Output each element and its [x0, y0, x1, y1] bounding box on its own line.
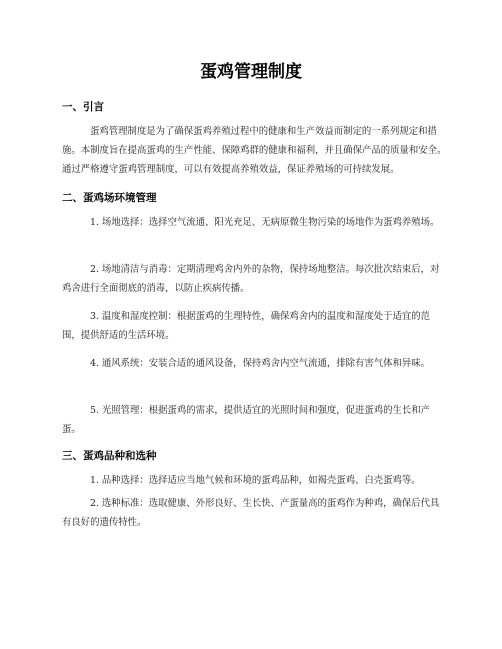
section-heading-intro: 一、引言: [62, 101, 104, 113]
section-heading-breeds: 三、蛋鸡品种和选种: [62, 450, 157, 462]
paragraph-intro: 蛋鸡管理制度是为了确保蛋鸡养殖过程中的健康和生产效益而制定的一系列规定和措施。本制度旨在提高蛋鸡的生产性能、保障鸡群的健康和福利，并且确保产品的质量和安全。通过严格遵守蛋鸡管理制度，可以有效提高养殖效益，保证养殖场的可持续发展。: [62, 126, 447, 175]
document-title: 蛋鸡管理制度: [200, 62, 302, 82]
paragraph-temperature-humidity: 3. 温度和湿度控制：根据蛋鸡的生理特性，确保鸡舍内的温度和湿度处于适宜的范围，提供舒适的生活环境。: [62, 311, 431, 341]
paragraph-lighting: 5. 光照管理：根据蛋鸡的需求，提供适宜的光照时间和强度，促进蛋鸡的生长和产蛋。: [62, 405, 431, 435]
paragraph-ventilation: 4. 通风系统：安装合适的通风设备，保持鸡舍内空气流通，排除有害气体和异味。: [90, 358, 431, 369]
section-heading-environment: 二、蛋鸡场环境管理: [62, 192, 157, 204]
paragraph-selection-criteria: 2. 选种标准：选取健康、外形良好、生长快、产蛋量高的蛋鸡作为种鸡，确保后代具有良好的遗传特性。: [62, 498, 440, 528]
paragraph-cleaning-disinfection: 2. 场地清洁与消毒：定期清理鸡舍内外的杂物，保持场地整洁。每次批次结束后，对鸡舍进行全面彻底的消毒，以防止疾病传播。: [62, 264, 440, 294]
paragraph-site-selection: 1. 场地选择：选择空气流通、阳光充足、无病原微生物污染的场地作为蛋鸡养殖场。: [90, 217, 440, 228]
paragraph-breed-selection: 1. 品种选择：选择适应当地气候和环境的蛋鸡品种，如褐壳蛋鸡、白壳蛋鸡等。: [90, 475, 421, 486]
